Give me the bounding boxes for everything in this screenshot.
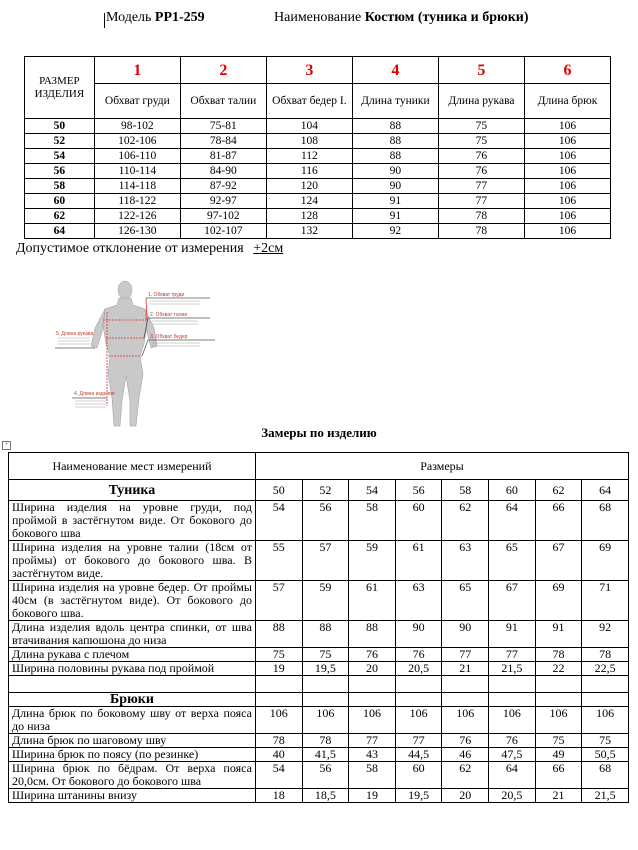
- figure-label: 4. Длина изделия: [74, 391, 115, 397]
- measure-value: 75: [255, 648, 302, 662]
- col-number: 3: [266, 57, 352, 84]
- size-cell: 64: [25, 224, 95, 239]
- measure-value: 106: [349, 707, 396, 734]
- measure-row: [9, 789, 629, 803]
- measure-row: [9, 662, 629, 676]
- measure-value: 21,5: [489, 662, 536, 676]
- trousers-title: Брюки: [9, 693, 256, 707]
- size-cell: 56: [25, 164, 95, 179]
- measure-row: [9, 748, 629, 762]
- measure-cell: 90: [352, 179, 438, 194]
- measure-cell: 118-122: [94, 194, 180, 209]
- measure-value: 90: [395, 621, 442, 648]
- spacer-row: [9, 676, 629, 693]
- measure-value: 76: [349, 648, 396, 662]
- measure-value: 76: [442, 734, 489, 748]
- measure-value: 67: [489, 581, 536, 621]
- measure-value: 88: [302, 621, 349, 648]
- measure-value: 66: [535, 501, 582, 541]
- measure-value: 69: [535, 581, 582, 621]
- measure-cell: 92: [352, 224, 438, 239]
- measure-value: 59: [349, 541, 396, 581]
- measure-row: [9, 762, 629, 789]
- measure-value: 106: [302, 707, 349, 734]
- measure-cell: 76: [438, 164, 524, 179]
- measure-value: 22,5: [582, 662, 629, 676]
- col-header: Обхват бедер I.: [266, 84, 352, 119]
- measure-value: 106: [582, 707, 629, 734]
- tolerance-value: +2см: [253, 241, 284, 256]
- size-column-header: 54: [349, 480, 396, 501]
- measure-label: Длина брюк по боковому шву от верха пояса до низа: [9, 707, 256, 734]
- tunic-title: Туника: [9, 480, 256, 501]
- measure-row: [9, 707, 629, 734]
- col-header: Длина брюк: [524, 84, 610, 119]
- measure-value: 68: [582, 501, 629, 541]
- measure-row: [9, 648, 629, 662]
- measure-cell: 104: [266, 119, 352, 134]
- measure-value: 54: [255, 501, 302, 541]
- measure-value: 47,5: [489, 748, 536, 762]
- name-header-cell: [9, 453, 256, 480]
- size-cell: 54: [25, 149, 95, 164]
- size-header-line2: ИЗДЕЛИЯ: [34, 87, 85, 100]
- measure-value: 57: [255, 581, 302, 621]
- name-prefix: Наименование: [274, 10, 365, 25]
- measure-cell: 106: [524, 194, 610, 209]
- measure-cell: 102-106: [94, 134, 180, 149]
- measure-value: 75: [302, 648, 349, 662]
- measure-value: 90: [442, 621, 489, 648]
- measure-value: 64: [489, 762, 536, 789]
- measure-value: 22: [535, 662, 582, 676]
- garment-measurements-table: [8, 452, 629, 803]
- measure-value: 106: [535, 707, 582, 734]
- measure-value: 19: [349, 789, 396, 803]
- size-chart-body: [25, 119, 611, 239]
- measure-value: 78: [582, 648, 629, 662]
- empty-cell: [582, 676, 629, 693]
- col-number: 4: [352, 57, 438, 84]
- measure-value: 60: [395, 762, 442, 789]
- size-row: [25, 119, 611, 134]
- measure-value: 21: [535, 789, 582, 803]
- body-silhouette: [91, 281, 157, 426]
- measure-value: 77: [395, 734, 442, 748]
- measure-value: 44,5: [395, 748, 442, 762]
- size-column-header: 62: [535, 480, 582, 501]
- measure-value: 56: [302, 501, 349, 541]
- size-chart-table: [24, 56, 611, 239]
- measure-value: 65: [489, 541, 536, 581]
- figure-label: 2. Обхват талии: [150, 312, 188, 318]
- measure-value: 61: [349, 581, 396, 621]
- measurements-caption: Замеры по изделию: [261, 425, 377, 440]
- product-name-line: [274, 10, 529, 26]
- name-header: Наименование мест измерений: [52, 458, 212, 473]
- measure-cell: 106: [524, 179, 610, 194]
- size-row: [25, 179, 611, 194]
- size-cell: 52: [25, 134, 95, 149]
- measure-label: Ширина штанины внизу: [9, 789, 256, 803]
- measure-cell: 84-90: [180, 164, 266, 179]
- empty-cell: [395, 676, 442, 693]
- measure-value: 88: [255, 621, 302, 648]
- measure-value: 49: [535, 748, 582, 762]
- col-number: 5: [438, 57, 524, 84]
- measure-value: 78: [255, 734, 302, 748]
- measure-value: 19,5: [302, 662, 349, 676]
- measure-value: 92: [582, 621, 629, 648]
- tolerance-note: [16, 241, 283, 257]
- measure-value: 65: [442, 581, 489, 621]
- measure-value: 19,5: [395, 789, 442, 803]
- product-name: Костюм (туника и брюки): [364, 10, 529, 25]
- empty-cell: [349, 676, 396, 693]
- measure-cell: 114-118: [94, 179, 180, 194]
- empty-cell: [535, 676, 582, 693]
- measure-value: 58: [349, 501, 396, 541]
- measure-value: 46: [442, 748, 489, 762]
- measure-row: [9, 541, 629, 581]
- size-row: [25, 209, 611, 224]
- measure-value: 20: [349, 662, 396, 676]
- measure-value: 63: [442, 541, 489, 581]
- empty-cell: [442, 676, 489, 693]
- measure-value: 78: [302, 734, 349, 748]
- measure-cell: 78: [438, 209, 524, 224]
- measure-value: 91: [489, 621, 536, 648]
- col-header: Длина туники: [352, 84, 438, 119]
- empty-cell: [489, 693, 536, 707]
- measure-value: 106: [489, 707, 536, 734]
- measure-value: 76: [395, 648, 442, 662]
- body-measurement-figure: [50, 276, 230, 436]
- empty-cell: [255, 676, 302, 693]
- size-column-header: 60: [489, 480, 536, 501]
- measure-cell: 106: [524, 164, 610, 179]
- measure-value: 62: [442, 762, 489, 789]
- measure-cell: 97-102: [180, 209, 266, 224]
- measure-cell: 108: [266, 134, 352, 149]
- measure-label: Длина изделия вдоль центра спинки, от шва втачивания капюшона до низа: [9, 621, 256, 648]
- measure-cell: 81-87: [180, 149, 266, 164]
- measure-value: 50,5: [582, 748, 629, 762]
- sizes-row: [9, 480, 629, 501]
- measure-value: 68: [582, 762, 629, 789]
- measure-value: 64: [489, 501, 536, 541]
- measure-cell: 92-97: [180, 194, 266, 209]
- measure-value: 63: [395, 581, 442, 621]
- size-column-header: 52: [302, 480, 349, 501]
- measure-row: [9, 581, 629, 621]
- measure-value: 41,5: [302, 748, 349, 762]
- measure-value: 55: [255, 541, 302, 581]
- size-cell: 50: [25, 119, 95, 134]
- measure-cell: 90: [352, 164, 438, 179]
- size-column-header: 50: [255, 480, 302, 501]
- measure-cell: 124: [266, 194, 352, 209]
- empty-cell: [395, 693, 442, 707]
- measure-value: 75: [535, 734, 582, 748]
- measure-value: 18,5: [302, 789, 349, 803]
- size-column-header: 64: [582, 480, 629, 501]
- measure-value: 56: [302, 762, 349, 789]
- measure-cell: 77: [438, 194, 524, 209]
- empty-cell: [9, 676, 256, 693]
- measure-cell: 88: [352, 119, 438, 134]
- measure-cell: 77: [438, 179, 524, 194]
- measure-row: [9, 621, 629, 648]
- model-code: РР1-259: [154, 10, 205, 25]
- measure-cell: 106-110: [94, 149, 180, 164]
- text-cursor: [104, 13, 105, 28]
- measure-cell: 75: [438, 119, 524, 134]
- measure-cell: 78: [438, 224, 524, 239]
- measure-cell: 91: [352, 194, 438, 209]
- sizes-header: Размеры: [255, 453, 628, 480]
- col-number: 2: [180, 57, 266, 84]
- measure-value: 76: [489, 734, 536, 748]
- measure-label: Ширина половины рукава под проймой: [9, 662, 256, 676]
- measure-cell: 120: [266, 179, 352, 194]
- size-header: [25, 57, 95, 119]
- size-column-header: 56: [395, 480, 442, 501]
- empty-cell: [442, 693, 489, 707]
- trousers-title-row: [9, 693, 629, 707]
- measure-value: 40: [255, 748, 302, 762]
- measure-value: 43: [349, 748, 396, 762]
- measure-value: 18: [255, 789, 302, 803]
- measure-label: Ширина изделия на уровне талии (18см от проймы) от бокового до бокового шва. В застёгнутом виде.: [9, 541, 256, 581]
- measure-label: Длина брюк по шаговому шву: [9, 734, 256, 748]
- measure-cell: 106: [524, 134, 610, 149]
- measure-cell: 112: [266, 149, 352, 164]
- measure-value: 78: [535, 648, 582, 662]
- measure-value: 20: [442, 789, 489, 803]
- size-header-line1: РАЗМЕР: [39, 74, 80, 87]
- measure-cell: 110-114: [94, 164, 180, 179]
- figure-label: 3. Обхват бедер: [150, 334, 188, 340]
- empty-cell: [302, 676, 349, 693]
- size-row: [25, 149, 611, 164]
- measure-label: Ширина брюк по поясу (по резинке): [9, 748, 256, 762]
- measure-value: 19: [255, 662, 302, 676]
- size-row: [25, 224, 611, 239]
- measure-cell: 88: [352, 134, 438, 149]
- measure-value: 106: [442, 707, 489, 734]
- measure-cell: 106: [524, 119, 610, 134]
- measure-value: 91: [535, 621, 582, 648]
- measure-cell: 87-92: [180, 179, 266, 194]
- measure-value: 60: [395, 501, 442, 541]
- measure-value: 106: [395, 707, 442, 734]
- measure-value: 57: [302, 541, 349, 581]
- measure-cell: 106: [524, 224, 610, 239]
- empty-cell: [302, 693, 349, 707]
- measure-label: Ширина изделия на уровне бедер. От проймы 40см (в застёгнутом виде). От бокового до бокового шва.: [9, 581, 256, 621]
- measure-row: [9, 734, 629, 748]
- measure-value: 21: [442, 662, 489, 676]
- empty-cell: [349, 693, 396, 707]
- col-header: Обхват груди: [94, 84, 180, 119]
- trousers-rows: [9, 676, 629, 803]
- size-row: [25, 194, 611, 209]
- size-cell: 58: [25, 179, 95, 194]
- measure-value: 71: [582, 581, 629, 621]
- col-header: Длина рукава: [438, 84, 524, 119]
- col-header: Обхват талии: [180, 84, 266, 119]
- measure-value: 62: [442, 501, 489, 541]
- measure-cell: 75-81: [180, 119, 266, 134]
- size-column-header: 58: [442, 480, 489, 501]
- measure-row: [9, 501, 629, 541]
- measure-value: 88: [349, 621, 396, 648]
- model-line: [106, 10, 205, 26]
- size-cell: 62: [25, 209, 95, 224]
- measure-value: 54: [255, 762, 302, 789]
- size-row: [25, 134, 611, 149]
- measure-cell: 106: [524, 149, 610, 164]
- measure-value: 20,5: [395, 662, 442, 676]
- empty-cell: [582, 693, 629, 707]
- measure-value: 59: [302, 581, 349, 621]
- measure-value: 77: [349, 734, 396, 748]
- measure-value: 75: [582, 734, 629, 748]
- table-move-handle-icon[interactable]: +: [2, 441, 11, 450]
- measure-cell: 102-107: [180, 224, 266, 239]
- measure-cell: 122-126: [94, 209, 180, 224]
- measure-cell: 91: [352, 209, 438, 224]
- measure-label: Ширина брюк по бёдрам. От верха пояса 20,0см. От бокового до бокового шва: [9, 762, 256, 789]
- measure-value: 20,5: [489, 789, 536, 803]
- figure-label: 5. Длина рукава: [56, 331, 94, 337]
- measure-cell: 75: [438, 134, 524, 149]
- col-number: 1: [94, 57, 180, 84]
- measure-value: 21,5: [582, 789, 629, 803]
- measure-value: 77: [489, 648, 536, 662]
- measure-cell: 116: [266, 164, 352, 179]
- measure-cell: 76: [438, 149, 524, 164]
- measure-cell: 98-102: [94, 119, 180, 134]
- model-prefix: Модель: [106, 10, 155, 25]
- size-row: [25, 164, 611, 179]
- empty-cell: [255, 693, 302, 707]
- measure-value: 69: [582, 541, 629, 581]
- measure-value: 58: [349, 762, 396, 789]
- measure-value: 61: [395, 541, 442, 581]
- size-cell: 60: [25, 194, 95, 209]
- measure-label: Длина рукава с плечом: [9, 648, 256, 662]
- measure-label: Ширина изделия на уровне груди, под проймой в застёгнутом виде. От бокового до бокового шва: [9, 501, 256, 541]
- measure-cell: 128: [266, 209, 352, 224]
- measure-value: 77: [442, 648, 489, 662]
- measure-cell: 106: [524, 209, 610, 224]
- figure-label: 1. Обхват груди: [148, 292, 185, 298]
- measure-cell: 88: [352, 149, 438, 164]
- measure-value: 66: [535, 762, 582, 789]
- empty-cell: [489, 676, 536, 693]
- measure-value: 67: [535, 541, 582, 581]
- measure-cell: 78-84: [180, 134, 266, 149]
- measure-cell: 126-130: [94, 224, 180, 239]
- measure-value: 106: [255, 707, 302, 734]
- tunic-rows: [9, 501, 629, 676]
- measure-cell: 132: [266, 224, 352, 239]
- tolerance-text: Допустимое отклонение от измерения: [16, 241, 244, 256]
- col-number: 6: [524, 57, 610, 84]
- empty-cell: [535, 693, 582, 707]
